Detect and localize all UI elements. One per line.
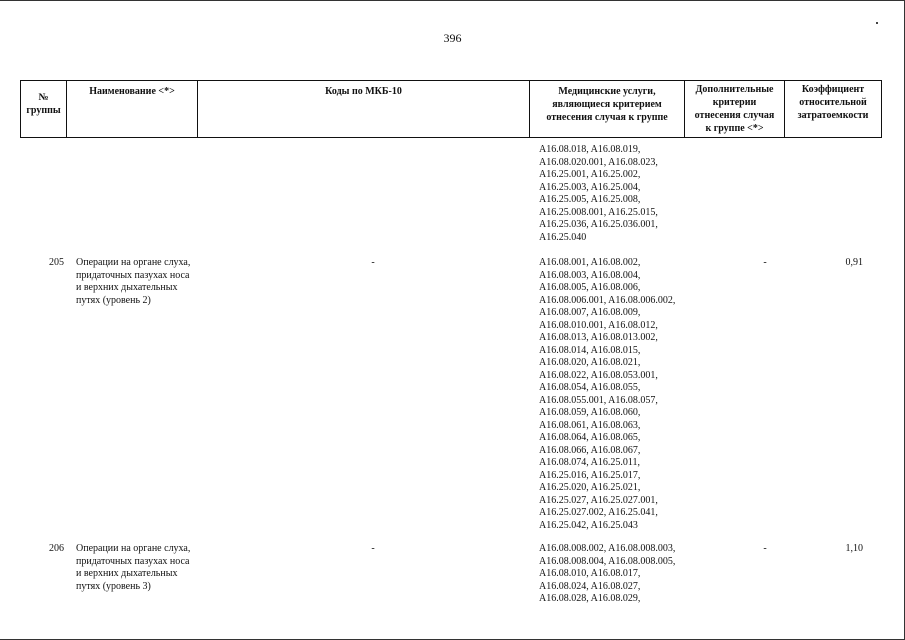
table-cell-coefficient: 0,91 bbox=[845, 257, 863, 268]
table-cell-codes: A16.08.008.002, A16.08.008.003, A16.08.008.004, A16.08.008.005, A16.08.010, A16.08.017, A16.08.024, A16.08.027, A16.08.028, A16.08.029, bbox=[539, 543, 676, 604]
table-cell-coefficient: 1,10 bbox=[845, 543, 863, 554]
header-medical-services: Медицинские услуги, являющиеся критерием отнесения случая к группе bbox=[530, 81, 685, 137]
header-mkb-codes: Коды по МКБ-10 bbox=[198, 81, 530, 137]
table-cell-additional: - bbox=[763, 543, 767, 554]
table-cell-mkb: - bbox=[371, 257, 375, 268]
table-header bbox=[20, 80, 882, 138]
table-cell-group-number: 205 bbox=[49, 257, 64, 268]
page-edge-top bbox=[0, 0, 905, 1]
table-cell-codes: A16.08.018, A16.08.019, A16.08.020.001, A16.08.023, A16.25.001, A16.25.002, A16.25.003, A16.25.004, A16.25.005, A16.25.008, A16.25.008.001, A16.25.015, A16.25.036, A16.25.036.001, A16.25.040 bbox=[539, 144, 658, 243]
header-additional-criteria: Дополнительные критерии отнесения случая к группе <*> bbox=[685, 81, 785, 137]
header-coefficient: Коэффициент относительной затратоемкости bbox=[797, 84, 869, 121]
table-cell-mkb: - bbox=[371, 543, 375, 554]
table-cell-group-number: 206 bbox=[49, 543, 64, 554]
table-cell-name: Операции на органе слуха, придаточных пазухах носа и верхних дыхательных путях (уровень 3) bbox=[76, 543, 191, 592]
table-cell-additional: - bbox=[763, 257, 767, 268]
header-name: Наименование <*> bbox=[67, 81, 198, 137]
table-cell-name: Операции на органе слуха, придаточных пазухах носа и верхних дыхательных путях (уровень 2) bbox=[76, 257, 191, 306]
scan-speck bbox=[876, 22, 878, 24]
page-number: 396 bbox=[443, 31, 462, 45]
header-group-number: № группы bbox=[21, 81, 67, 137]
table-cell-codes: A16.08.001, A16.08.002, A16.08.003, A16.08.004, A16.08.005, A16.08.006, A16.08.006.001, A16.08.006.002, A16.08.007, A16.08.009, A16.08.010.001, A16.08.012, A16.08.013, A16.08.013.002, A16.08.014, A16.08.015, A16.08.020, A16.08.021, A16.08.022, A16.08.053.001, A16.08.054, A16.08.055, A16.08.055.001, A16.08.057, A16.08.059, A16.08.060, A16.08.061, A16.08.063, A16.08.064, A16.08.065, A16.08.066, A16.08.067, A16.08.074, A16.25.011, A16.25.016, A16.25.017, A16.25.020, A16.25.021, A16.25.027, A16.25.027.001, A16.25.027.002, A16.25.041, A16.25.042, A16.25.043 bbox=[539, 257, 676, 531]
